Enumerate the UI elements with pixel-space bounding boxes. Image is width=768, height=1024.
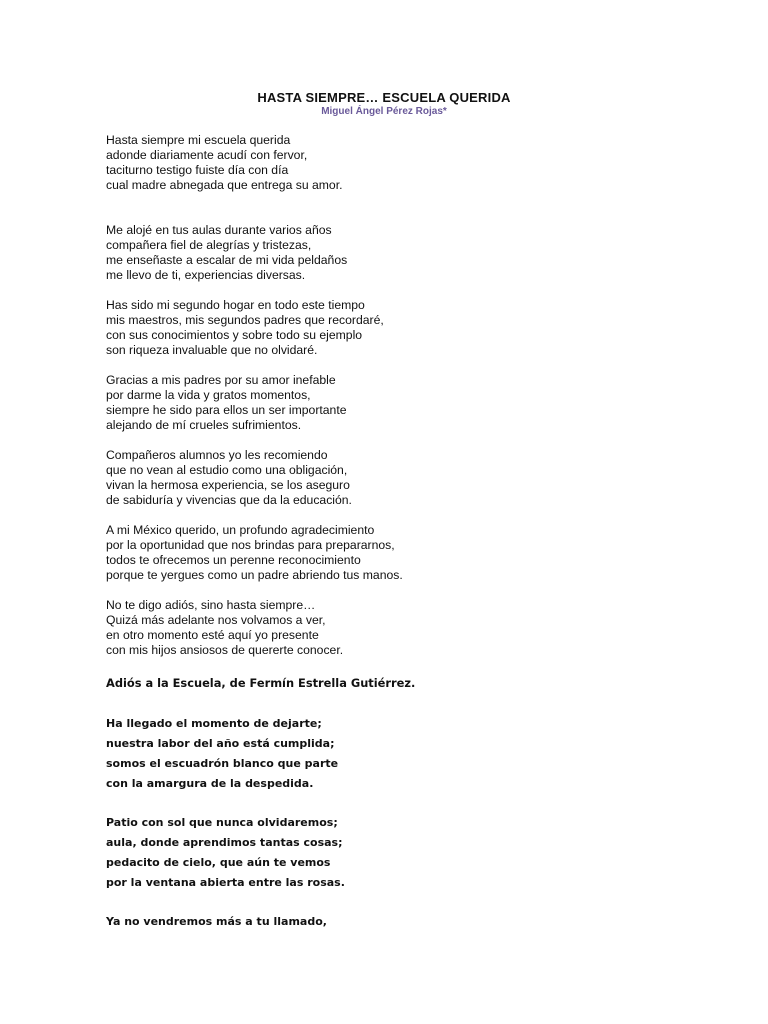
poem-line: mis maestros, mis segundos padres que recordaré,	[106, 313, 384, 327]
poem-line: taciturno testigo fuiste día con día	[106, 163, 289, 177]
document-title: HASTA SIEMPRE… ESCUELA QUERIDA	[257, 90, 511, 105]
poem-line: adonde diariamente acudí con fervor,	[106, 148, 308, 162]
poem-line: Has sido mi segundo hogar en todo este tiempo	[106, 298, 365, 312]
poem-line: cual madre abnegada que entrega su amor.	[106, 178, 343, 192]
poem-line: compañera fiel de alegrías y tristezas,	[106, 238, 312, 252]
poem-line: Hasta siempre mi escuela querida	[106, 133, 291, 147]
poem-line: siempre he sido para ellos un ser importante	[106, 403, 347, 417]
poem-line: me llevo de ti, experiencias diversas.	[106, 268, 306, 282]
poem-line: Ya no vendremos más a tu llamado,	[106, 915, 327, 928]
poem-line: pedacito de cielo, que aún te vemos	[106, 856, 331, 869]
poem2-heading: Adiós a la Escuela, de Fermín Estrella Gutiérrez.	[106, 676, 416, 690]
poem-line: aula, donde aprendimos tantas cosas;	[106, 836, 343, 849]
poem-line: vivan la hermosa experiencia, se los aseguro	[106, 478, 350, 492]
poem-line: por la ventana abierta entre las rosas.	[106, 876, 345, 889]
poem-line: nuestra labor del año está cumplida;	[106, 737, 335, 750]
poem-line: que no vean al estudio como una obligación,	[106, 463, 348, 477]
author-name: Miguel Ángel Pérez Rojas*	[321, 106, 447, 117]
stanza	[106, 298, 666, 358]
stanza	[106, 448, 666, 508]
poem-line: A mi México querido, un profundo agradecimiento	[106, 523, 375, 537]
stanza	[106, 912, 666, 932]
stanza	[106, 813, 666, 893]
stanza	[106, 223, 666, 283]
stanza	[106, 373, 666, 433]
poem-line: alejando de mí crueles sufrimientos.	[106, 418, 302, 432]
stanza	[106, 598, 666, 658]
poem-line: porque te yergues como un padre abriendo tus manos.	[106, 568, 403, 582]
poem-hasta-siempre	[106, 133, 666, 658]
poem-line: Patio con sol que nunca olvidaremos;	[106, 816, 338, 829]
poem-line: son riqueza invaluable que no olvidaré.	[106, 343, 318, 357]
poem-line: con la amargura de la despedida.	[106, 777, 314, 790]
poem-line: Quizá más adelante nos volvamos a ver,	[106, 613, 326, 627]
poem-line: en otro momento esté aquí yo presente	[106, 628, 319, 642]
stanza	[106, 523, 666, 583]
poem-line: de sabiduría y vivencias que da la educación.	[106, 493, 352, 507]
poem-line: No te digo adiós, sino hasta siempre…	[106, 598, 316, 612]
poem-line: me enseñaste a escalar de mi vida peldaños	[106, 253, 348, 267]
stanza	[106, 714, 666, 794]
poem-line: con sus conocimientos y sobre todo su ejemplo	[106, 328, 363, 342]
poem-line: todos te ofrecemos un perenne reconocimiento	[106, 553, 361, 567]
poem-line: con mis hijos ansiosos de quererte conocer.	[106, 643, 344, 657]
stanza	[106, 133, 666, 193]
poem-line: Compañeros alumnos yo les recomiendo	[106, 448, 328, 462]
poem-line: Gracias a mis padres por su amor inefable	[106, 373, 336, 387]
poem-line: Ha llegado el momento de dejarte;	[106, 717, 322, 730]
poem-line: por la oportunidad que nos brindas para prepararnos,	[106, 538, 395, 552]
poem-line: somos el escuadrón blanco que parte	[106, 757, 339, 770]
poem-line: Me alojé en tus aulas durante varios años	[106, 223, 332, 237]
poem-adios-a-la-escuela	[106, 714, 666, 932]
poem-line: por darme la vida y gratos momentos,	[106, 388, 311, 402]
